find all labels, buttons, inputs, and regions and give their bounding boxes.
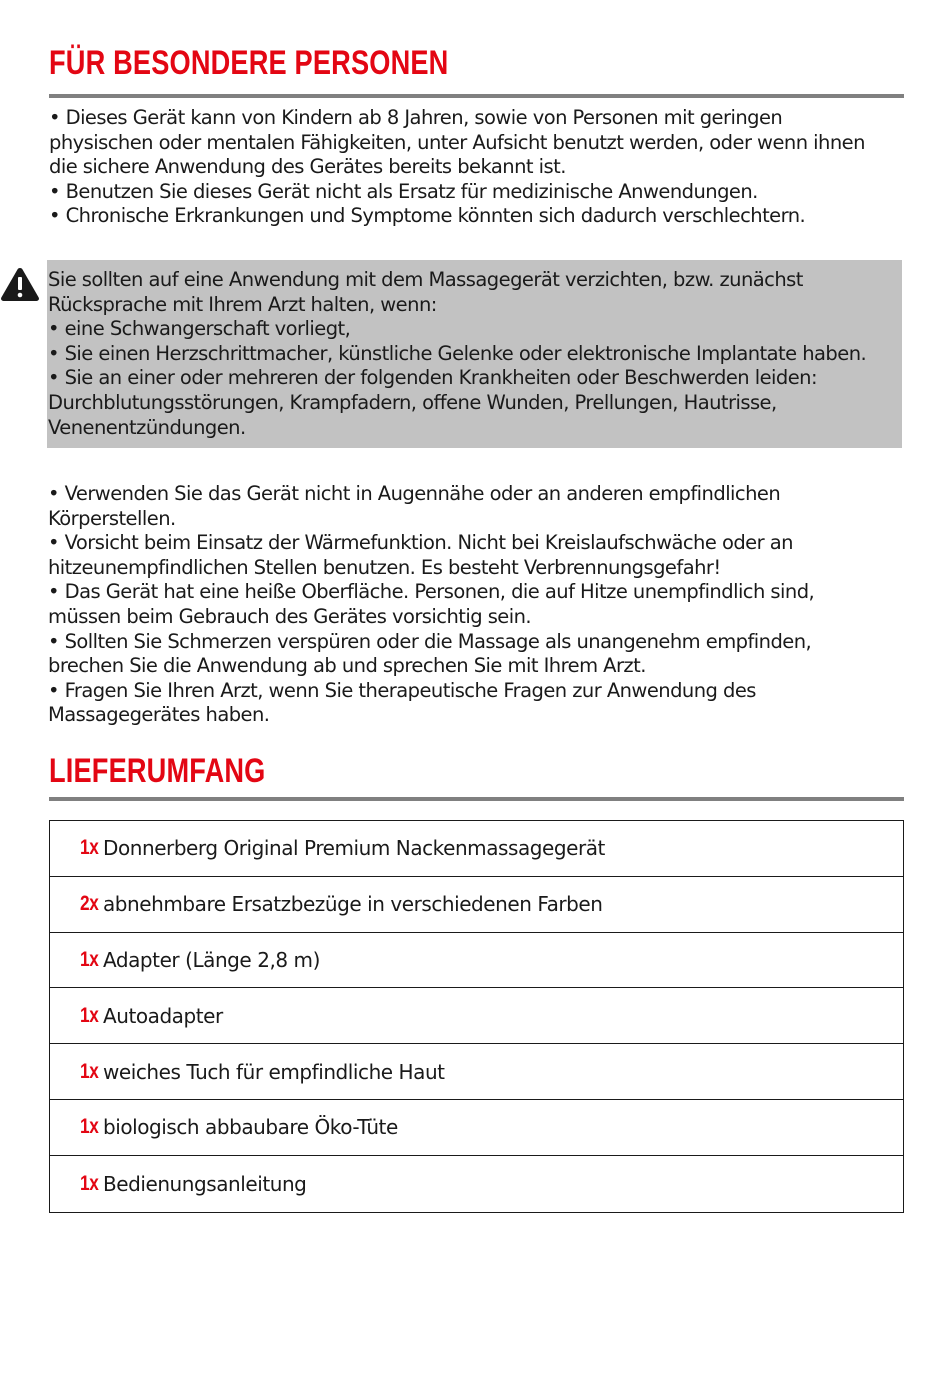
item-quantity: 1x	[80, 1059, 99, 1083]
text-line: • eine Schwangerschaft vorliegt,	[48, 317, 351, 341]
item-description: abnehmbare Ersatzbezüge in verschiedenen Farben	[103, 892, 603, 917]
item-description: Bedienungsanleitung	[103, 1171, 307, 1196]
text-line: Durchblutungsstörungen, Krampfadern, offene Wunden, Prellungen, Hautrisse,	[48, 390, 777, 414]
text-line: • Sollten Sie Schmerzen verspüren oder die Massage als unangenehm empfinden,	[48, 629, 812, 653]
text-line: müssen beim Gebrauch des Gerätes vorsichtig sein.	[48, 604, 532, 628]
text-line: • Sie einen Herzschrittmacher, künstliche Gelenke oder elektronische Implantate haben.	[48, 341, 867, 365]
section-title-lieferumfang: LIEFERUMFANG	[49, 752, 266, 790]
text-line: hitzeunempfindlichen Stellen benutzen. Es besteht Verbrennungsgefahr!	[48, 555, 721, 579]
list-item	[50, 1100, 903, 1156]
item-description: Donnerberg Original Premium Nackenmassagegerät	[103, 836, 605, 861]
text-line: • Verwenden Sie das Gerät nicht in Augennähe oder an anderen empfindlichen	[48, 482, 781, 505]
section-divider	[49, 797, 904, 801]
text-line: • Dieses Gerät kann von Kindern ab 8 Jahren, sowie von Personen mit geringen	[49, 106, 783, 129]
list-item	[50, 1156, 903, 1212]
item-quantity: 1x	[80, 1171, 99, 1195]
item-description: weiches Tuch für empfindliche Haut	[103, 1059, 445, 1084]
list-item	[50, 821, 903, 877]
text-line: • Das Gerät hat eine heiße Oberfläche. Personen, die auf Hitze unempfindlich sind,	[48, 580, 815, 604]
text-line: Rücksprache mit Ihrem Arzt halten, wenn:	[48, 292, 437, 316]
list-item	[50, 1044, 903, 1100]
special-persons-text	[49, 106, 865, 229]
text-line: brechen Sie die Anwendung ab und sprechen Sie mit Ihrem Arzt.	[48, 654, 646, 678]
text-line: • Sie an einer oder mehreren der folgenden Krankheiten oder Beschwerden leiden:	[48, 366, 818, 390]
warning-triangle-icon	[0, 266, 40, 302]
item-quantity: 1x	[80, 947, 99, 971]
list-item	[50, 877, 903, 933]
text-line: Sie sollten auf eine Anwendung mit dem Massagegerät verzichten, bzw. zunächst	[48, 268, 803, 291]
section-divider	[49, 94, 904, 98]
text-line: • Fragen Sie Ihren Arzt, wenn Sie therapeutische Fragen zur Anwendung des	[48, 678, 756, 702]
item-quantity: 2x	[80, 892, 99, 916]
text-line: • Benutzen Sie dieses Gerät nicht als Ersatz für medizinische Anwendungen.	[49, 179, 758, 203]
item-description: Adapter (Länge 2,8 m)	[103, 947, 320, 972]
delivery-contents-list	[49, 820, 904, 1213]
warning-text	[48, 268, 866, 440]
usage-precautions-text	[48, 482, 814, 728]
section-title-special-persons: FÜR BESONDERE PERSONEN	[49, 44, 449, 82]
text-line: physischen oder mentalen Fähigkeiten, unter Aufsicht benutzt werden, oder wenn ihnen	[49, 130, 865, 154]
text-line: Massagegerätes haben.	[48, 703, 270, 727]
item-description: Autoadapter	[103, 1003, 223, 1028]
list-item	[50, 988, 903, 1044]
text-line: die sichere Anwendung des Gerätes bereits bekannt ist.	[49, 155, 566, 179]
item-description: biologisch abbaubare Öko-Tüte	[103, 1115, 398, 1140]
item-quantity: 1x	[80, 1115, 99, 1139]
list-item	[50, 933, 903, 989]
text-line: • Chronische Erkrankungen und Symptome könnten sich dadurch verschlechtern.	[49, 204, 806, 228]
item-quantity: 1x	[80, 836, 99, 860]
text-line: Venenentzündungen.	[48, 415, 246, 439]
text-line: Körperstellen.	[48, 506, 176, 530]
item-quantity: 1x	[80, 1003, 99, 1027]
text-line: • Vorsicht beim Einsatz der Wärmefunktion. Nicht bei Kreislaufschwäche oder an	[48, 531, 793, 555]
